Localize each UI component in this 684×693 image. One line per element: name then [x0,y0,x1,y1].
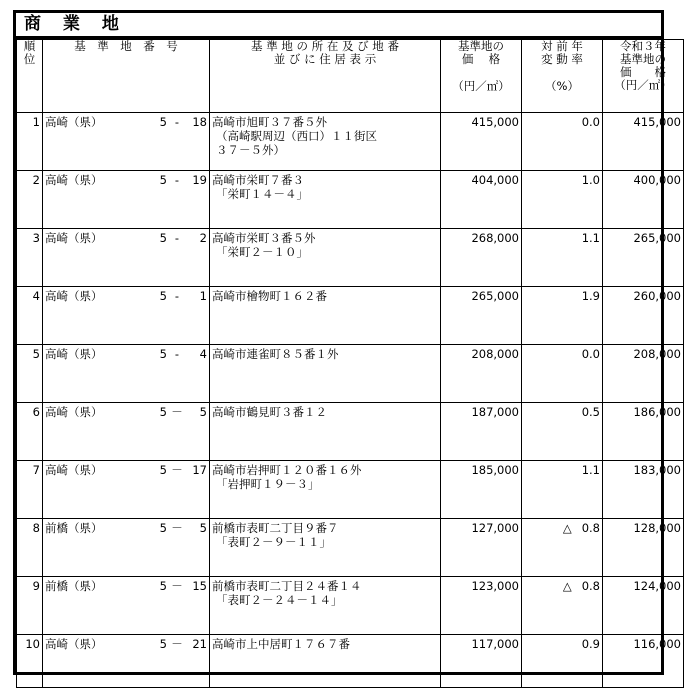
change-cell [522,635,603,688]
address-cell [210,461,441,519]
rank-cell: 3 [17,229,43,287]
point-dash: － [171,405,183,419]
point-number: 5 [159,579,167,593]
header-price-unit: （円／㎡） [452,79,510,93]
point-prefecture: 高崎（県） [45,173,103,187]
address-cell [210,345,441,403]
point-number-cell [43,519,210,577]
address-line: 前橋市表町二丁目９番７ [212,521,339,535]
point-sub-number: 5 [199,521,207,535]
price-cell: 127,000 [441,519,522,577]
price-cell: 208,000 [441,345,522,403]
change-cell [522,171,603,229]
header-address [210,40,441,113]
change-cell [522,577,603,635]
point-number: 5 [159,289,167,303]
point-dash: － [171,463,183,477]
point-sub-number: 17 [192,463,207,477]
address-cell [210,635,441,688]
point-number-cell [43,635,210,688]
change-cell [522,229,603,287]
price-cell: 123,000 [441,577,522,635]
section-title: 商 業 地 [24,14,127,34]
address-line: 高崎市檜物町１６２番 [212,289,327,303]
address-sub-line: 「栄町１４－４」 [216,187,308,201]
header-rank [17,40,43,113]
header-change-line2: 変 動 率 [541,52,583,66]
point-sub-number: 2 [199,231,207,245]
table-row [17,287,684,345]
address-line: 高崎市上中居町１７６７番 [212,637,350,651]
rank-cell: 5 [17,345,43,403]
prev-price-cell: 400,000 [603,171,684,229]
header-change [522,40,603,113]
rank-cell: 6 [17,403,43,461]
table-header-row [17,40,684,113]
point-number-cell [43,171,210,229]
change-value: 0.5 [581,405,600,419]
header-price-line1: 基準地の [458,39,504,53]
point-number-cell [43,229,210,287]
address-line: 高崎市鶴見町３番１２ [212,405,327,419]
rank-cell: 2 [17,171,43,229]
point-prefecture: 前橋（県） [45,579,103,593]
table-row [17,577,684,635]
rank-cell: 7 [17,461,43,519]
point-prefecture: 高崎（県） [45,405,103,419]
address-cell [210,287,441,345]
change-cell [522,113,603,171]
point-number: 5 [159,347,167,361]
point-dash: － [171,637,183,651]
header-address-line2: 並 び に 住 居 表 示 [273,52,377,66]
rank-cell: 8 [17,519,43,577]
header-point-number [43,40,210,113]
header-change-line1: 対 前 年 [541,39,583,53]
point-dash: － [171,521,183,535]
change-cell [522,345,603,403]
change-value: 1.9 [581,289,600,303]
table-row [17,403,684,461]
change-cell [522,519,603,577]
point-prefecture: 高崎（県） [45,463,103,477]
address-sub-line: 「栄町２－１０」 [216,245,308,259]
prev-price-cell: 260,000 [603,287,684,345]
prev-price-cell: 128,000 [603,519,684,577]
table-row [17,635,684,688]
rank-cell: 1 [17,113,43,171]
point-sub-number: 4 [199,347,207,361]
prev-price-cell: 116,000 [603,635,684,688]
point-number-cell [43,577,210,635]
table-row [17,113,684,171]
prev-price-cell: 415,000 [603,113,684,171]
point-sub-number: 5 [199,405,207,419]
point-sub-number: 15 [192,579,207,593]
header-change-unit: （%） [545,79,579,93]
header-point-text: 基 準 地 番 号 [74,39,178,53]
point-number: 5 [159,173,167,187]
decrease-triangle-icon: △ [562,521,572,535]
point-dash: - [174,115,180,129]
header-price-line2: 価 格 [461,52,501,66]
prev-price-cell: 208,000 [603,345,684,403]
point-dash: － [171,579,183,593]
change-cell [522,461,603,519]
point-dash: - [174,231,180,245]
address-sub-line: 「表町２－９－１１」 [216,535,331,549]
address-cell [210,403,441,461]
header-address-line1: 基 準 地 の 所 在 及 び 地 番 [251,39,399,53]
address-cell [210,113,441,171]
point-sub-number: 21 [192,637,207,651]
address-line: 前橋市表町二丁目２４番１４ [212,579,362,593]
price-cell: 117,000 [441,635,522,688]
address-line: 高崎市旭町３７番５外 [212,115,327,129]
point-prefecture: 高崎（県） [45,289,103,303]
point-number-cell [43,287,210,345]
rank-cell: 4 [17,287,43,345]
table-row [17,345,684,403]
change-value: 0.0 [581,347,600,361]
change-cell [522,287,603,345]
point-sub-number: 1 [199,289,207,303]
rank-cell: 9 [17,577,43,635]
price-cell: 404,000 [441,171,522,229]
address-sub-line: 「岩押町１９－３」 [216,477,320,491]
header-prev-line1: 令和３年 [620,39,666,53]
header-rank-text: 順 位 [23,39,36,66]
address-cell [210,229,441,287]
header-prev-line2: 基準地の [620,52,666,66]
point-dash: - [174,289,180,303]
point-number-cell [43,113,210,171]
address-line: 高崎市岩押町１２０番１６外 [212,463,362,477]
table-row [17,171,684,229]
address-line: 高崎市連雀町８５番１外 [212,347,339,361]
header-price [441,40,522,113]
point-sub-number: 18 [192,115,207,129]
change-value: 1.0 [581,173,600,187]
change-value: 0.8 [581,579,600,593]
address-cell [210,171,441,229]
price-cell: 187,000 [441,403,522,461]
table-row [17,229,684,287]
point-prefecture: 高崎（県） [45,637,103,651]
header-prev-line3: 価 格 [620,65,666,79]
address-cell [210,577,441,635]
point-number: 5 [159,521,167,535]
point-number: 5 [159,115,167,129]
change-cell [522,403,603,461]
table-row [17,461,684,519]
rank-cell: 10 [17,635,43,688]
point-number-cell [43,403,210,461]
point-number: 5 [159,637,167,651]
change-value: 1.1 [581,463,600,477]
address-line: 高崎市栄町７番３ [212,173,304,187]
point-number: 5 [159,463,167,477]
header-prev-price [603,40,684,113]
header-prev-unit: （円／㎡） [614,78,672,92]
change-value: 1.1 [581,231,600,245]
prev-price-cell: 183,000 [603,461,684,519]
price-cell: 265,000 [441,287,522,345]
change-value: 0.0 [581,115,600,129]
point-sub-number: 19 [192,173,207,187]
address-sub-line-2: ３７－５外） [216,143,285,157]
point-number: 5 [159,405,167,419]
price-cell: 415,000 [441,113,522,171]
document-frame [13,10,681,675]
price-cell: 185,000 [441,461,522,519]
point-number-cell [43,461,210,519]
point-number-cell [43,345,210,403]
point-dash: - [174,173,180,187]
prev-price-cell: 186,000 [603,403,684,461]
prev-price-cell: 265,000 [603,229,684,287]
decrease-triangle-icon: △ [562,579,572,593]
address-cell [210,519,441,577]
table-row [17,519,684,577]
address-line: 高崎市栄町３番５外 [212,231,316,245]
change-value: 0.9 [581,637,600,651]
land-price-table [16,39,684,688]
address-sub-line: 「表町２－２４－１４」 [216,593,343,607]
prev-price-cell: 124,000 [603,577,684,635]
point-prefecture: 高崎（県） [45,347,103,361]
change-value: 0.8 [581,521,600,535]
point-prefecture: 高崎（県） [45,115,103,129]
price-cell: 268,000 [441,229,522,287]
point-prefecture: 高崎（県） [45,231,103,245]
point-dash: - [174,347,180,361]
address-sub-line: （高崎駅周辺（西口）１１街区 [216,129,377,143]
point-number: 5 [159,231,167,245]
point-prefecture: 前橋（県） [45,521,103,535]
